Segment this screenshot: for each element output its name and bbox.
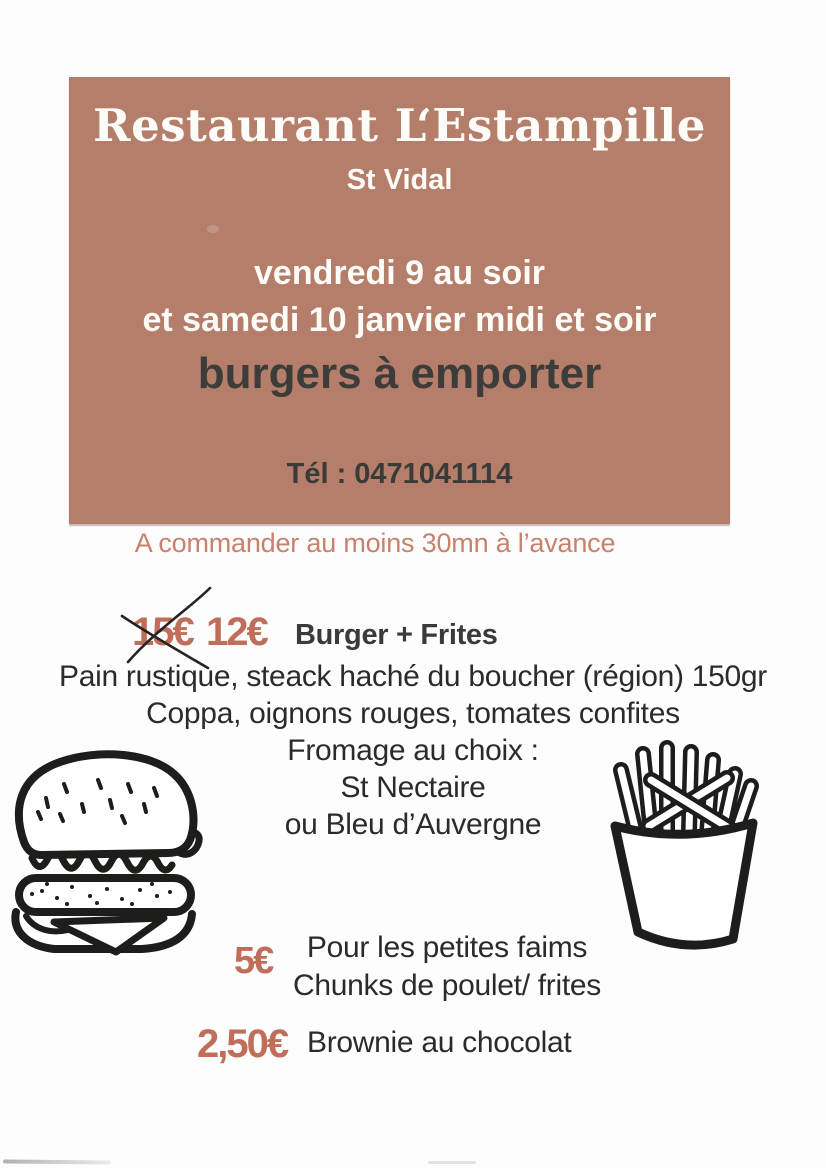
desc-line: ou Bleu d’Auvergne	[284, 808, 542, 841]
desc-line: Pain rustique, steack haché du boucher (région) 150gr	[59, 660, 767, 693]
dessert-name: Brownie au chocolat	[307, 1026, 572, 1059]
snack-line: Chunks de poulet/ frites	[293, 969, 601, 1002]
snack-description	[288, 929, 606, 1005]
fries-icon	[605, 740, 765, 958]
scan-artifact	[428, 1161, 476, 1164]
old-price: 15€	[132, 610, 193, 654]
snack-line: Pour les petites faims	[306, 931, 588, 964]
snack-price: 5€	[234, 940, 273, 982]
desc-line: Coppa, oignons rouges, tomates confites	[146, 697, 680, 730]
schedule-line-2: et samedi 10 janvier midi et soir	[142, 301, 657, 339]
desc-line: Fromage au choix :	[287, 734, 539, 767]
dessert-price: 2,50€	[197, 1022, 288, 1066]
banner	[69, 77, 730, 524]
order-notice: A commander au moins 30mn à l’avance	[134, 528, 616, 558]
scan-artifact	[3, 1160, 111, 1165]
schedule-line-1: vendredi 9 au soir	[254, 254, 545, 292]
new-price: 12€	[206, 610, 267, 654]
burger-item-title: Burger + Frites	[295, 619, 498, 651]
burger-icon	[2, 746, 207, 956]
phone-number: Tél : 0471041114	[286, 458, 513, 490]
restaurant-location: St Vidal	[346, 164, 453, 196]
desc-line: St Nectaire	[340, 771, 486, 804]
offer-headline: burgers à emporter	[197, 349, 602, 398]
scan-artifact-dot	[207, 225, 219, 233]
restaurant-title: Restaurant L‘Estampille	[93, 99, 706, 152]
